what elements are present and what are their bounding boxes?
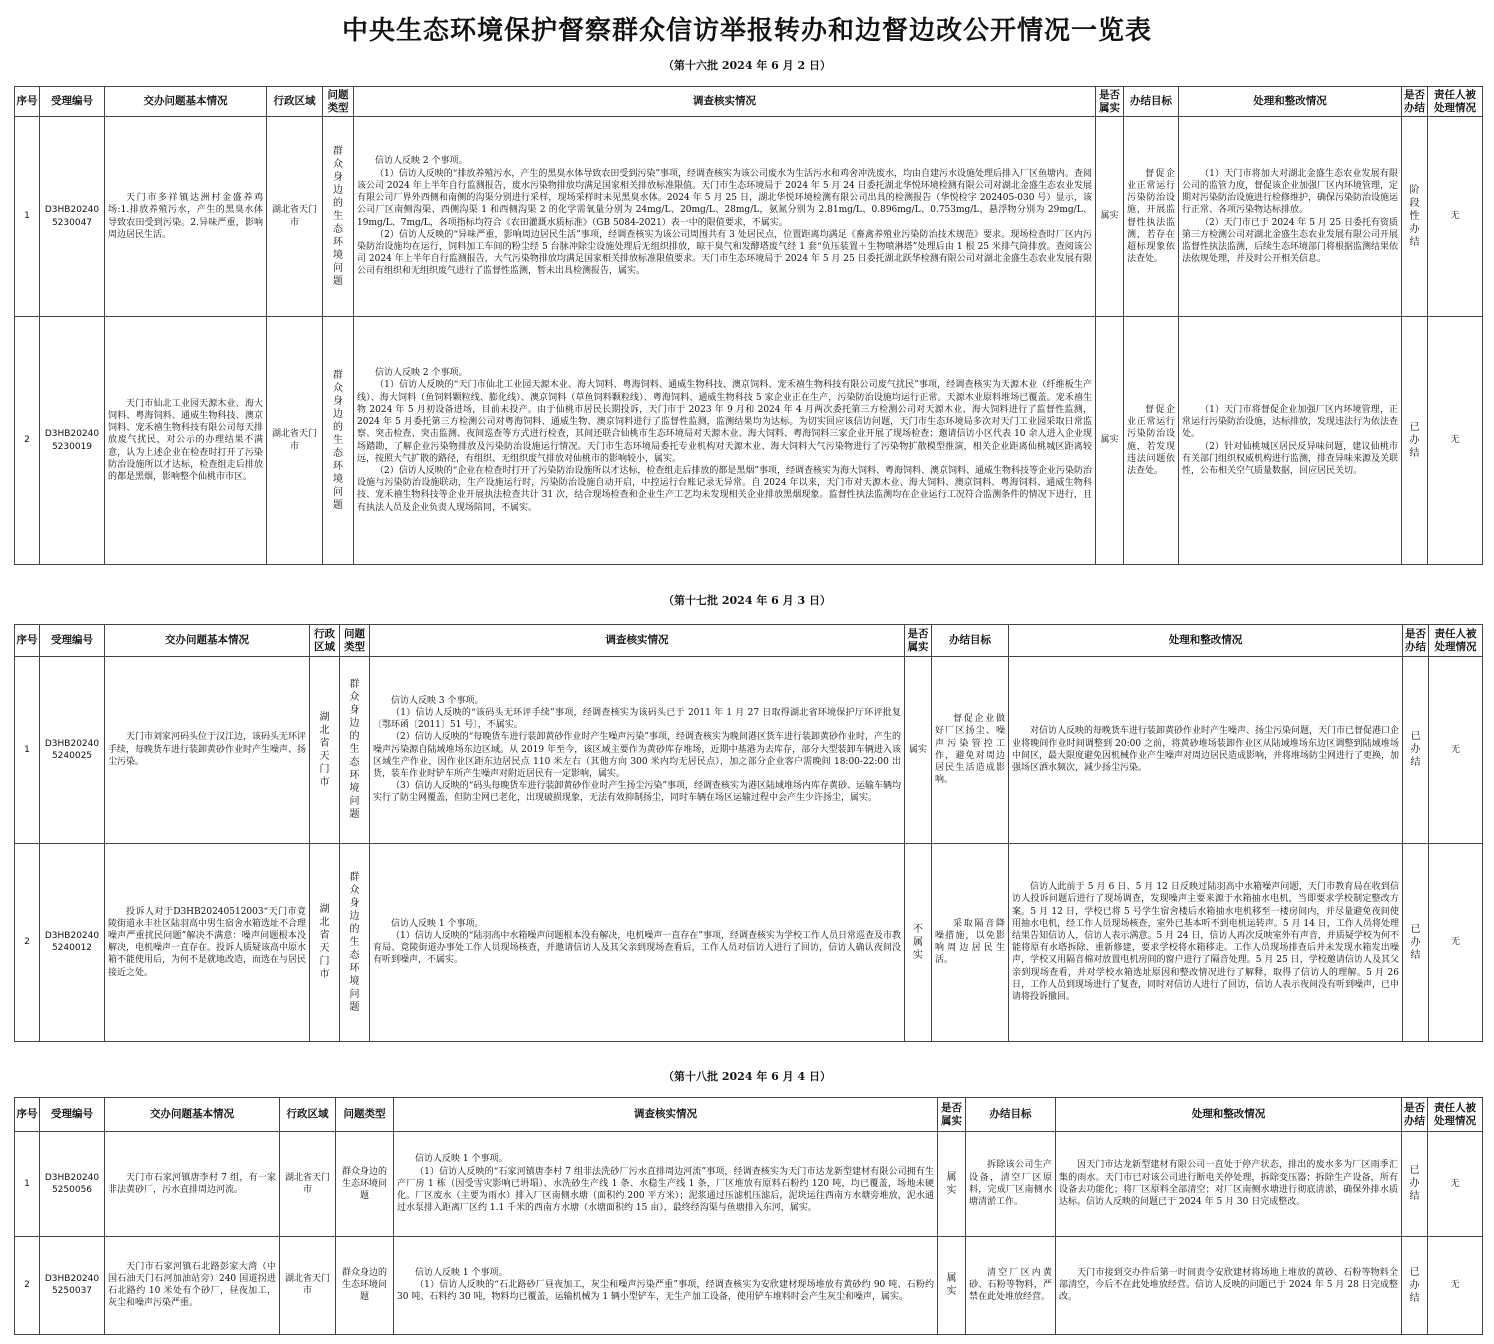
row-seq: 2 — [15, 1236, 40, 1334]
true-text: 属实 — [946, 1171, 957, 1196]
done-text: 已办结 — [1409, 421, 1420, 459]
header-investigation: 调查核实情况 — [354, 87, 1096, 117]
type-text: 群众身边的生态环境问题 — [333, 369, 343, 511]
handling-para: 因天门市达龙新型建材有限公司一直处于停产状态，排出的废水多为厂区雨季汇集的雨水。天门市已对该公司进行断电关停处理，拆除变压器；拆除生产设备，所有设备去功能化；将厂区原料全部清空；对厂区南侧水塘进行彻底清淤，确保外排水质达标。信访人反映的问题已于 2024 年 5 月 30 日完成整改。 — [1059, 1160, 1398, 1208]
problem-text: 天门市刘家河码头位于汉江边，该码头无环评手续，每晚货车进行装卸黄砂作业时产生噪声、扬尘污染。 — [108, 732, 307, 767]
row-type — [340, 843, 370, 1042]
batch-18-table — [14, 1097, 1483, 1335]
row-seq: 2 — [15, 843, 40, 1042]
header-problem: 交办问题基本情况 — [105, 1098, 280, 1132]
header-type: 问题类型 — [323, 87, 354, 117]
problem-text: 天门市仙北工业园天源木业、海大饲料、粤海饲料、通威生物科技、澳京饲料、宠禾禧生物科技有限公司每天排放废气扰民，对公示的办理结果不满意，认为上述企业在检查时打开了污染防治设施所以才达标，检查组走后排放的都是黑烟，影响整个仙桃市市区。 — [108, 398, 263, 482]
row-code: D3HB202405250056 — [40, 1132, 105, 1236]
header-goal: 办结目标 — [932, 625, 1009, 657]
row-code: D3HB202405230047 — [40, 117, 105, 317]
type-text: 群众身边的生态环境问题 — [349, 679, 360, 821]
table-row — [15, 317, 1483, 565]
table-row — [15, 1236, 1483, 1334]
row-accountable: 无 — [1428, 117, 1483, 317]
table-header-row — [15, 87, 1483, 117]
row-done — [1402, 317, 1428, 565]
row-seq: 1 — [15, 1132, 40, 1236]
row-region: 湖北省天门市 — [280, 1132, 336, 1236]
row-problem — [105, 1236, 280, 1334]
row-region — [310, 843, 340, 1042]
header-seq: 序号 — [15, 87, 40, 117]
row-done — [1403, 843, 1429, 1042]
row-investigation — [394, 1236, 938, 1334]
investigation-para: 信访人反映 1 个事项。 — [415, 1154, 508, 1165]
row-true: 属实 — [905, 657, 932, 843]
row-true — [905, 843, 932, 1042]
header-problem: 交办问题基本情况 — [105, 87, 267, 117]
row-done — [1403, 657, 1429, 843]
investigation-para: （1）信访人反映的“石家河镇唐李村 7 组非法洗砂厂污水直排周边河流”事项，经调查核实为天门市达龙新型建材有限公司拥有生产厂房 1 栋（因受雪灾影响已坍塌）、水洗砂生产线 1 条、水稳生产线 1 条，厂区堆放有原料石粉约 120 吨，均已覆盖，场地未硬化。厂区废水（主要为雨水）排入厂区南侧水塘（面积约 200 平方米）；泥浆通过压滤机压滤后，泥块运往西南方水塘旁堆放，泥水通过水泵排入距离厂区约 1.1 千米的西南方水塘（水塘面积约 15 亩），最终经沟渠与鱼塘排入东河，属实。 — [397, 1166, 934, 1214]
row-accountable: 无 — [1428, 1132, 1483, 1236]
row-handling — [1179, 117, 1402, 317]
row-accountable: 无 — [1429, 843, 1483, 1042]
header-investigation: 调查核实情况 — [394, 1098, 938, 1132]
done-text: 已办结 — [1410, 731, 1421, 769]
problem-text: 天门市石家河镇唐李村 7 组，有一家非法黄砂厂，污水直排周边河流。 — [108, 1172, 276, 1195]
row-type — [323, 117, 354, 317]
header-handling: 处理和整改情况 — [1009, 625, 1403, 657]
row-problem — [105, 843, 310, 1042]
investigation-para: 信访人反映 3 个事项。 — [391, 695, 484, 706]
header-goal: 办结目标 — [1124, 87, 1179, 117]
row-true: 属实 — [1096, 117, 1124, 317]
investigation-para: 信访人反映 2 个事项。 — [375, 368, 468, 379]
header-done: 是否办结 — [1402, 1098, 1428, 1132]
row-seq: 1 — [15, 117, 40, 317]
investigation-para: 信访人反映 1 个事项。 — [415, 1267, 508, 1278]
batch-17-table — [14, 624, 1483, 1042]
row-region: 湖北省天门市 — [267, 317, 323, 565]
header-type: 问题类型 — [340, 625, 370, 657]
done-text: 阶段性办结 — [1409, 184, 1420, 248]
done-text: 已办结 — [1410, 923, 1421, 961]
problem-text: 天门市多祥镇达洲村金盛养鸡场:1.排放养殖污水，产生的黑臭水体导致农田受到污染。2.异味严重，影响周边居民生活。 — [108, 193, 263, 240]
header-type: 问题类型 — [336, 1098, 394, 1132]
handling-para: 对信访人反映的每晚货车进行装卸黄砂作业时产生噪声、扬尘污染问题，天门市已督促港口企业将晚间作业时间调整到 20:00 之前，将黄砂堆场装卸作业区从陆域堆场东边区调整到陆域堆场中间区，最大限度避免因机械作业产生噪声对周边居民造成影响，并将堆场防尘网进行了更换，加强场区洒水频次，减少扬尘污染。 — [1012, 726, 1400, 773]
goal-text: 督促企业做好厂区扬尘、噪声污染管控工作，避免对周边居民生活造成影响。 — [935, 714, 1005, 786]
row-type — [340, 657, 370, 843]
row-type: 群众身边的生态环境问题 — [336, 1236, 394, 1334]
type-text: 群众身边的生态环境问题 — [333, 145, 343, 287]
goal-text: 采取隔音降噪措施，以免影响周边居民生活。 — [935, 918, 1005, 966]
header-true: 是否属实 — [905, 625, 932, 657]
handling-para: （2）天门市已于 2024 年 5 月 25 日委托有资质第三方检测公司对湖北金盛生态农业发展有限公司开展监督性执法监测，后续生态环境部门将根据监测结果依法依规处理，并及时公开相关信息。 — [1182, 217, 1399, 265]
row-code: D3HB202405240012 — [40, 843, 105, 1042]
type-text: 群众身边的生态环境问题 — [349, 871, 360, 1013]
row-problem — [105, 117, 267, 317]
row-accountable: 无 — [1429, 657, 1483, 843]
table-row — [15, 117, 1483, 317]
row-handling — [1009, 843, 1403, 1042]
handling-para: 信访人此前于 5 月 6 日、5 月 12 日反映过陆羽高中水箱噪声问题，天门市教育局在收到信访人投诉问题后进行了现场调查，发现噪声主要来源于水箱抽水电机，当即要求学校制定整改方案。5 月 12 日，学校已将 5 号学生宿舍楼后水箱抽水电机移至一楼房间内，并尽量避免夜间使用抽水电机，经工作人员现场核查，室外已基本听不到电机运转声。5 月 14 日，工作人员将处理结果告知信访人，信访人表示满意。5 月 24 日，信访人再次反映室外有声音，并质疑学校为何不能将原有水塔拆除、重新修建，要求学校将水箱移走。工作人员现场排查后并未发现水箱发出噪声，学校又用隔音棉对放置电机房间的窗户进行了隔音处理。5 月 25 日，学校邀请信访人及其父亲到现场查看，并对学校水箱选址原因和整改情况进行了解释，取得了信访人的理解。5 月 26 日，工作人员到现场进行了复查，同时对信访人进行了回访，信访人表示夜间没有听到噪声，已申请将投诉撤回。 — [1012, 882, 1400, 1003]
row-true — [938, 1236, 966, 1334]
investigation-para: （1）信访人反映的“该码头无环评手续”事项，经调查核实为该码头已于 2011 年 1 月 27 日取得湖北省环境保护厅环评批复〔鄂环函〔2011〕51 号〕，不属实。 — [373, 708, 901, 731]
problem-text: 投诉人对于D3HB20240512003“天门市竟陵街道永丰社区陆羽高中男生宿舍水箱选址不合理噪声严重扰民问题”解决不满意：噪声问题根本没解决，电机噪声一直存在。投诉人质疑该高中原水箱不能使用后，为何不是就地改造，而选在与居民接近之处。 — [108, 906, 307, 978]
row-investigation — [354, 117, 1096, 317]
header-handling: 处理和整改情况 — [1056, 1098, 1402, 1132]
header-true: 是否属实 — [938, 1098, 966, 1132]
table-header-row — [15, 1098, 1483, 1132]
handling-para: （2）针对仙桃城区居民反异味问题，建议仙桃市有关部门组织权威机构进行监测，排查异味来源及关联性，公布相关空气质量数据，回应居民关切。 — [1182, 441, 1399, 476]
investigation-para: （2）信访人反映的“异味严重，影响周边居民生活”事项，经调查核实为该公司周围共有 3 处居民点，位置距离均满足《畜禽养殖业污染防治技术规范》要求。现场检查时厂区内污染防治设施均在运行，饲料加工车间的粉尘经 5 台脉冲除尘设施处理后无组织排放，晾干臭气和发酵塔废气经 1 套“负压装置＋生物喷淋塔”处理后由 1 根 25 米排气筒排放。查阅该公司 2024 年上半年自行监测报告，大气污染物排放均满足国家相关排放标准限值要求。天门市生态环境局于 2024 年 5 月 25 日委托湖北跃华检测有限公司对湖北金盛生态农业发展有限公司有组织和无组织废气进行了监督性监测，暂未出具检测报告，属实。 — [357, 229, 1092, 277]
row-handling — [1009, 657, 1403, 843]
row-investigation — [394, 1132, 938, 1236]
header-goal: 办结目标 — [966, 1098, 1056, 1132]
row-investigation — [354, 317, 1096, 565]
investigation-para: （1）信访人反映的“天门市仙北工业园天源木业、海大饲料、粤海饲料、通威生物科技、澳京饲料、宠禾禧生物科技有限公司废气扰民”事项，经调查核实为天源木业（纤维板生产线）、海大饲料（鱼饲料颗粒线、膨化线）、澳京饲料（草鱼饲料颗粒线）、粤海饲料、通威生物科技 5 家企业正在生产，污染防治设施均运行正常。天源木业原料堆场已覆盖。宠禾禧生物 2024 年 5 月初设备进场，目前未投产。由于仙桃市居民长期投诉，天门市于 2023 年 9 月和 2024 年 4 月两次委托第三方检测公司对天源木业、海大饲料进行了监督性监测，2024 年 5 月委托第三方检测公司对粤海饲料、通威生物、澳京饲料进行了监督性监测，监测结果均为达标。为切实回应该信访问题，天门市生态环境局多次对天门工业园采取日常监察、突击检查、突击监测、夜间巡查等方式进行检查，其间还联合仙桃市生态环境局对天源木业、海大饲料、粤海饲料三家企业开展了现场检查；邀请信访小区代表 10 余人进入企业现场踏勘，了解企业污染物排放及污染防治设施运行情况。天门市生态环境局委托专业机构对天源木业、海大饲料大气污染物进行了污染物扩散模型推演，相关企业距离仙桃城区距离较远，按照大气扩散的路径，有组织、无组织废气排放对仙桃市的影响较小，属实。 — [357, 380, 1092, 464]
row-region — [310, 657, 340, 843]
row-done — [1402, 1132, 1428, 1236]
batch-caption-18: （第十八批 2024 年 6 月 4 日） — [663, 1070, 831, 1083]
row-done — [1402, 1236, 1428, 1334]
header-code: 受理编号 — [40, 1098, 105, 1132]
header-region: 行政区域 — [280, 1098, 336, 1132]
row-true — [938, 1132, 966, 1236]
table-row — [15, 657, 1483, 843]
row-handling — [1056, 1236, 1402, 1334]
header-code: 受理编号 — [40, 87, 105, 117]
row-goal — [966, 1132, 1056, 1236]
handling-para: 天门市接到交办件后第一时间责令安欣建材将场地上堆放的黄砂、石粉等物料全部清空，今后不在此处堆放经营。信访人反映的问题已于 2024 年 5 月 28 日完成整改。 — [1059, 1267, 1398, 1303]
row-code: D3HB202405240025 — [40, 657, 105, 843]
done-text: 已办结 — [1409, 1266, 1420, 1304]
row-region: 湖北省天门市 — [267, 117, 323, 317]
row-problem — [105, 317, 267, 565]
investigation-para: 信访人反映 2 个事项。 — [375, 156, 468, 167]
row-seq: 2 — [15, 317, 40, 565]
row-done — [1402, 117, 1428, 317]
batch-caption-16: （第十六批 2024 年 6 月 2 日） — [663, 59, 831, 72]
row-goal — [932, 843, 1009, 1042]
row-seq: 1 — [15, 657, 40, 843]
true-text: 属实 — [946, 1273, 957, 1298]
header-seq: 序号 — [15, 625, 40, 657]
done-text: 已办结 — [1409, 1165, 1420, 1203]
row-region: 湖北省天门市 — [280, 1236, 336, 1334]
header-seq: 序号 — [15, 1098, 40, 1132]
header-problem: 交办问题基本情况 — [105, 625, 310, 657]
true-text: 不属实 — [913, 923, 923, 961]
investigation-para: （1）信访人反映的“排放养殖污水，产生的黑臭水体导致农田受到污染”事项，经调查核实为该公司废水为生活污水和鸡舍冲洗废水，均由自建污水设施处理后排入厂区鱼塘内。查阅该公司 2024 年上半年自行监测报告，废水污染物排放均满足国家相关排放标准限值。天门市生态环境局于 2024 年 5 月 24 日委托湖北华悦环境检测有限公司对湖北金盛生态农业发展有限公司厂界外西侧和南侧的沟渠分别进行采样，现场采样时未见黑臭水体。2024 年 5 月 25 日，湖北华悦环境检测有限公司出具的检测报告（华悦检字 202405-030 号）显示，该公司厂区南侧沟渠、西侧沟渠 1 和西侧沟渠 2 的化学需氧量分别为 24mg/L、20mg/L、28mg/L，氨氮分别为 2.81mg/L、0.896mg/L、0.753mg/L，悬浮物分别为 29mg/L、19mg/L、7mg/L，各项指标均符合《农田灌溉水质标准》（GB 5084-2021）表一中的限值要求，不属实。 — [357, 168, 1092, 228]
header-region: 行政区域 — [310, 625, 340, 657]
header-handling: 处理和整改情况 — [1179, 87, 1402, 117]
row-accountable: 无 — [1428, 317, 1483, 565]
row-type: 群众身边的生态环境问题 — [336, 1132, 394, 1236]
row-investigation — [370, 657, 905, 843]
table-row — [15, 1132, 1483, 1236]
row-problem — [105, 1132, 280, 1236]
problem-text: 天门市石家河镇石北路彭家大湾（中国石油天门石河加油站旁）240 国道拐进石北路约 10 米处有个砂厂，昼夜加工，灰尘和噪声污染严重。 — [108, 1261, 276, 1309]
header-done: 是否办结 — [1403, 625, 1429, 657]
region-text: 湖北省天门市 — [319, 904, 330, 981]
goal-text: 督促企业正常运行污染防治设施，开展监督性执法监测，若存在超标现象依法查处。 — [1127, 168, 1175, 265]
goal-text: 清空厂区内黄砂、石粉等物料，严禁在此处堆放经营。 — [969, 1267, 1052, 1303]
page-title: 中央生态环境保护督察群众信访举报转办和边督边改公开情况一览表 — [341, 16, 1152, 46]
header-true: 是否属实 — [1096, 87, 1124, 117]
row-accountable: 无 — [1428, 1236, 1483, 1334]
row-goal — [1124, 117, 1179, 317]
row-goal — [966, 1236, 1056, 1334]
header-done: 是否办结 — [1402, 87, 1428, 117]
header-accountable: 责任人被处理情况 — [1428, 1098, 1483, 1132]
investigation-para: （2）信访人反映的“企业在检查时打开了污染防治设施所以才达标，检查组走后排放的都是黑烟”事项，经调查核实为海大饲料、粤海饲料、澳京饲料、通威生物科技等企业污染防治设施与污染防治设施联动，生产设施运行时，污染防治设施自动开启，中控运行台账记录无异常。自 2024 年以来，天门市对天源木业、海大饲料、澳京饲料、粤海饲料、通威生物科技、宠禾禧生物科技等企业开展执法检查共计 31 次，结合现场检查和企业生产工艺均未发现相关企业排放黑烟现象。监督性执法监测均在企业运行工况符合监测条件的情况下进行，且有执法人员及企业负责人现场陪同，不属实。 — [357, 465, 1092, 513]
row-problem — [105, 657, 310, 843]
investigation-para: （2）信访人反映的“每晚货车进行装卸黄砂作业时产生噪声污染”事项，经调查核实为晚间港区货车进行装卸黄砂作业时，产生的噪声污染源自陆域堆场东边区域。从 2019 年至今，该区域主要作为黄砂库存堆场，近期中基港为去库存，部分大型装卸车辆进入该区域生产作业，因作业区距东边居民点 110 米左右（其他方向 300 米内均无居民点），加之部分企业客户需晚间 18:00-22:00 出货，装车作业时铲车所产生噪声对附近居民有一定影响，属实。 — [373, 732, 901, 780]
handling-para: （1）天门市将督促企业加强厂区内环境管理，正常运行污染防治设施，达标排放，发现违法行为依法查处。 — [1182, 404, 1399, 440]
batch-caption-17: （第十七批 2024 年 6 月 3 日） — [663, 594, 831, 607]
table-header-row — [15, 625, 1483, 657]
row-type — [323, 317, 354, 565]
header-investigation: 调查核实情况 — [370, 625, 905, 657]
goal-text: 督促企业正常运行污染防治设施，若发现违法问题依法查处。 — [1127, 404, 1175, 476]
investigation-para: （1）信访人反映的“石北路砂厂昼夜加工，灰尘和噪声污染严重”事项，经调查核实为安欣建材现场堆放有黄砂约 90 吨、石粉约 30 吨、石料约 30 吨，物料均已覆盖，运输机械为 1 辆小型铲车，无生产加工设备，使用铲车堆料时会产生灰尘和噪声，属实。 — [397, 1280, 934, 1303]
handling-para: （1）天门市将加大对湖北金盛生态农业发展有限公司的监管力度，督促该企业加强厂区内环境管理，定期对污染防治设施进行检修维护，确保污染防治设施运行正常、各项污染物达标排放。 — [1182, 168, 1399, 216]
row-handling — [1056, 1132, 1402, 1236]
row-code: D3HB202405250037 — [40, 1236, 105, 1334]
row-code: D3HB202405230019 — [40, 317, 105, 565]
investigation-para: （1）信访人反映的“陆羽高中水箱噪声问题根本没有解决，电机噪声一直存在”事项，经调查核实为学校工作人员日常巡查及市教育局、竟陵街道办事处工作人员现场核查，并邀请信访人及其父亲到现场查看后，工作人员对信访人进行了回访，信访人确认夜间没有听到噪声，不属实。 — [373, 931, 901, 966]
investigation-para: 信访人反映 1 个事项。 — [391, 918, 484, 929]
header-region: 行政区域 — [267, 87, 323, 117]
row-investigation — [370, 843, 905, 1042]
row-goal — [1124, 317, 1179, 565]
row-true: 属实 — [1096, 317, 1124, 565]
batch-16-table — [14, 86, 1483, 565]
goal-text: 拆除该公司生产设备，清空厂区原料，完成厂区南侧水塘清淤工作。 — [969, 1160, 1052, 1208]
investigation-para: （3）信访人反映的“码头每晚货车进行装卸黄砂作业时产生扬尘污染”事项，经调查核实为港区陆域堆场内库存黄砂、运输车辆均实行了防尘网覆盖，但防尘网已老化，出现破损现象，无法有效抑制扬尘，同时车辆在场区运输过程中会产生少许扬尘，属实。 — [373, 781, 901, 804]
row-goal — [932, 657, 1009, 843]
table-row — [15, 843, 1483, 1042]
header-accountable: 责任人被处理情况 — [1429, 625, 1483, 657]
header-code: 受理编号 — [40, 625, 105, 657]
header-accountable: 责任人被处理情况 — [1428, 87, 1483, 117]
region-text: 湖北省天门市 — [319, 711, 330, 788]
row-handling — [1179, 317, 1402, 565]
